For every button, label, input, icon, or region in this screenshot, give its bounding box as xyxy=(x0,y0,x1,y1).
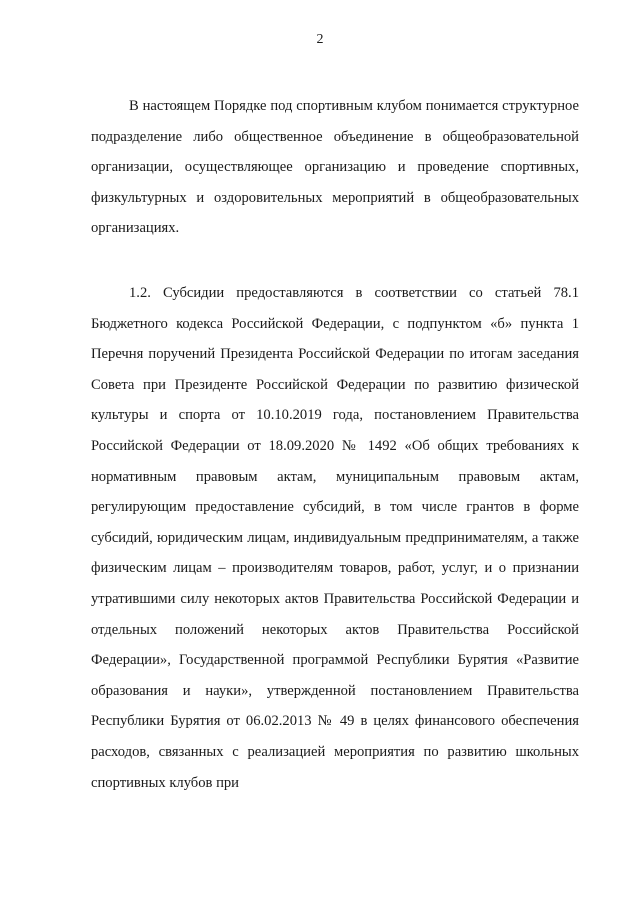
paragraph-sports-club-definition: В настоящем Порядке под спортивным клубом понимается структурное подразделение либо общественное объединение в общеобразовательной организации, осуществляющее организацию и проведение спортивных, физкультурных и оздоровительных мероприятий в общеобразовательных организациях. xyxy=(91,98,579,237)
paragraph-subsidy-basis: 1.2. Субсидии предоставляются в соответствии со статьей 78.1 Бюджетного кодекса Российской Федерации, с подпунктом «б» пункта 1 Перечня поручений Президента Российской Федерации по итогам заседания Совета при Президенте Российской Федерации по развитию физической культуры и спорта от 10.10.2019 года, постановлением Правительства Российской Федерации от 18.09.2020 № 1492 «Об общих требованиях к нормативным правовым актам, муниципальным правовым актам, регулирующим предоставление субсидий, в том числе грантов в форме субсидий, юридическим лицам, индивидуальным предпринимателям, а также физическим лицам – производителям товаров, работ, услуг, и о признании утратившими силу некоторых актов Правительства Российской Федерации и отдельных положений некоторых актов Правительства Российской Федерации», Государственной программой Республики Бурятия «Развитие образования и науки», утвержденной постановлением Правительства Республики Бурятия от 06.02.2013 № 49 в целях финансового обеспечения расходов, связанных с реализацией мероприятия по развитию школьных спортивных клубов при xyxy=(91,285,579,791)
page-number: 2 xyxy=(316,32,324,47)
